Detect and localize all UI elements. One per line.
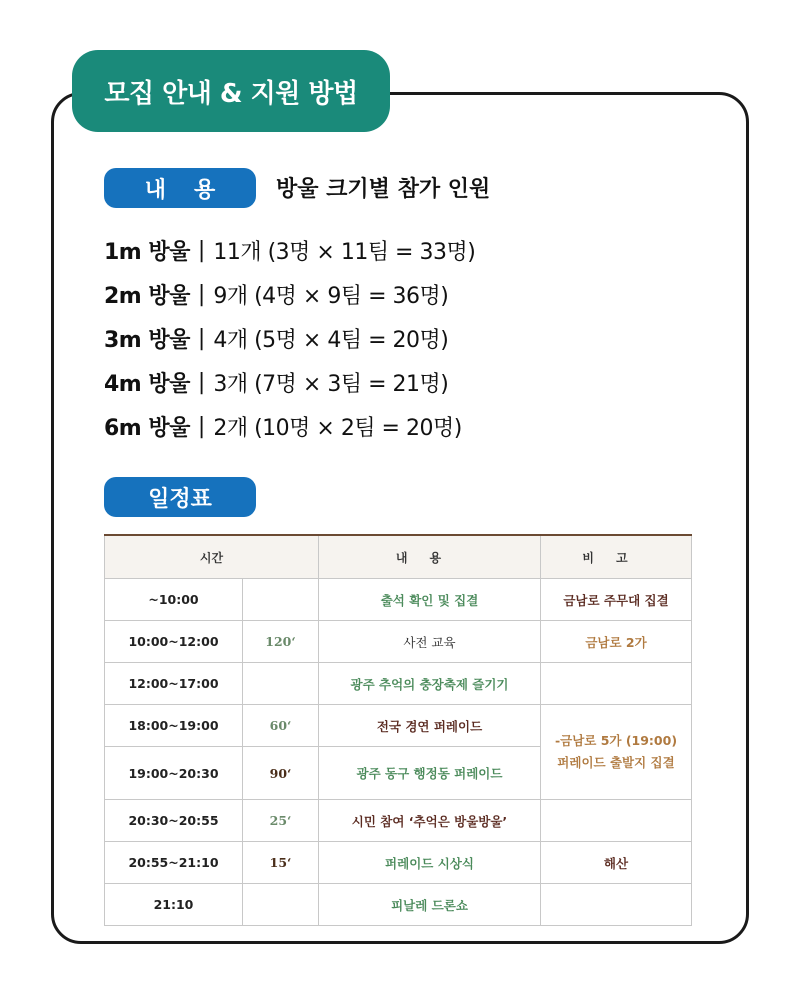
table-row: [105, 884, 692, 926]
cell-content: 광주 추억의 충장축제 즐기기: [319, 663, 541, 705]
cell-note-merged: [541, 705, 692, 800]
room-detail: 9개 (4명 × 9팀 = 36명): [213, 283, 449, 309]
cell-time: 12:00~17:00: [105, 663, 243, 705]
cell-time: 21:10: [105, 884, 243, 926]
table-row: [105, 579, 692, 621]
cell-duration: 120‘: [243, 621, 319, 663]
room-detail: 2개 (10명 × 2팀 = 20명): [213, 415, 462, 441]
cell-content: 시민 참여 ‘추억은 방울방울’: [319, 800, 541, 842]
list-item: [104, 272, 475, 316]
table-row: [105, 800, 692, 842]
list-item: [104, 316, 475, 360]
cell-time: 19:00~20:30: [105, 747, 243, 800]
header-content: 내용: [319, 535, 541, 579]
cell-content: 피날레 드론쇼: [319, 884, 541, 926]
cell-time: 18:00~19:00: [105, 705, 243, 747]
separator: |: [197, 413, 206, 439]
list-item: [104, 404, 475, 448]
separator: |: [197, 325, 206, 351]
table-header-row: [105, 535, 692, 579]
cell-content: 광주 동구 행정동 퍼레이드: [319, 747, 541, 800]
cell-duration: 90‘: [243, 747, 319, 800]
separator: |: [197, 281, 206, 307]
cell-time: ~10:00: [105, 579, 243, 621]
room-size: 3m 방울: [104, 327, 190, 353]
note-line: -금남로 5가 (19:00): [554, 733, 678, 748]
table-row: [105, 705, 692, 747]
list-item: [104, 228, 475, 272]
cell-time: 20:30~20:55: [105, 800, 243, 842]
section-heading: 방울 크기별 참가 인원: [276, 177, 491, 202]
page-title: 모집 안내 & 지원 방법: [72, 50, 390, 132]
cell-note: [541, 800, 692, 842]
cell-note: 금남로 2가: [541, 621, 692, 663]
cell-content: 출석 확인 및 집결: [319, 579, 541, 621]
cell-content: 퍼레이드 시상식: [319, 842, 541, 884]
note-line: 퍼레이드 출발지 집결: [557, 755, 675, 770]
cell-time: 10:00~12:00: [105, 621, 243, 663]
room-detail: 4개 (5명 × 4팀 = 20명): [213, 327, 449, 353]
cell-duration: 15‘: [243, 842, 319, 884]
cell-note: [541, 884, 692, 926]
cell-time: 20:55~21:10: [105, 842, 243, 884]
room-size: 2m 방울: [104, 283, 190, 309]
cell-duration: 60‘: [243, 705, 319, 747]
cell-duration: [243, 663, 319, 705]
cell-note: [541, 663, 692, 705]
room-size: 4m 방울: [104, 371, 190, 397]
cell-note: 해산: [541, 842, 692, 884]
schedule-table: [104, 534, 692, 926]
separator: |: [197, 237, 206, 263]
schedule-label: 일정표: [104, 477, 256, 517]
cell-content: 전국 경연 퍼레이드: [319, 705, 541, 747]
room-size: 6m 방울: [104, 415, 190, 441]
cell-duration: 25‘: [243, 800, 319, 842]
table-row: [105, 663, 692, 705]
table-row: [105, 842, 692, 884]
content-label: 내용: [104, 168, 256, 208]
cell-content: 사전 교육: [319, 621, 541, 663]
cell-duration: [243, 579, 319, 621]
separator: |: [197, 369, 206, 395]
cell-duration: [243, 884, 319, 926]
header-time: 시간: [105, 535, 319, 579]
list-item: [104, 360, 475, 404]
room-detail: 11개 (3명 × 11팀 = 33명): [213, 239, 476, 265]
room-detail: 3개 (7명 × 3팀 = 21명): [213, 371, 449, 397]
header-note: 비고: [541, 535, 692, 579]
room-list: [104, 228, 475, 448]
table-row: [105, 621, 692, 663]
cell-note: 금남로 주무대 집결: [541, 579, 692, 621]
room-size: 1m 방울: [104, 239, 190, 265]
